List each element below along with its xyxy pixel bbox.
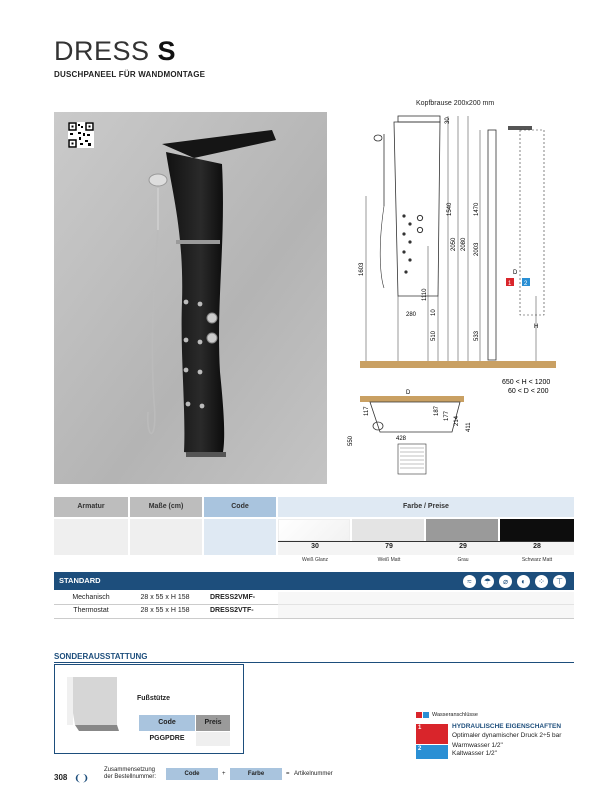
accessory-name: Fußstütze (137, 695, 171, 702)
tap-icon: ⊤ (553, 575, 566, 588)
legend-swatch-cold (423, 712, 429, 718)
product-photo (54, 112, 327, 484)
dim-1110: 1110 (422, 288, 428, 301)
price-grau: 29 (459, 543, 467, 550)
row-code: DRESS2VTF- (210, 607, 254, 614)
col-armatur: Armatur (54, 497, 128, 517)
floor (360, 361, 556, 368)
dim-1470: 1470 (474, 202, 480, 216)
dim-2080: 2080 (461, 237, 467, 251)
swatch-weiss-glanz (278, 519, 350, 541)
col-masse: Maße (cm) (130, 497, 202, 517)
dim-2003: 2003 (474, 242, 480, 256)
legend-warm: Warmwasser 1/2" (452, 742, 503, 749)
label-weiss-glanz: Weiß Glanz (301, 557, 329, 563)
price-weiss-matt: 79 (385, 543, 393, 550)
shower-panel-illustration (54, 112, 327, 484)
accessory-code: PGGPDRE (149, 735, 185, 742)
page-title (54, 36, 176, 67)
qr-code[interactable] (68, 122, 94, 148)
range-d: 60 < D < 200 (508, 388, 549, 395)
brand-logo-icon: ❨❩ (74, 773, 90, 783)
hydro-icon: ≈ (463, 575, 476, 588)
dim-533: 533 (474, 330, 480, 341)
cell-empty (204, 519, 276, 555)
label-grau: Grau (457, 557, 469, 563)
label-schwarz-matt: Schwarz Matt (521, 557, 553, 563)
accessory-card (54, 664, 244, 754)
accessory-price-header: Preis (196, 715, 230, 731)
col-farbe: Farbe / Preise (278, 497, 574, 517)
dim-2050: 2050 (451, 237, 457, 251)
range-h: 650 < H < 1200 (502, 379, 551, 386)
footrest-image (63, 675, 121, 735)
row-masse: 28 x 55 x H 158 (140, 594, 190, 601)
dim-top-D: D (406, 390, 411, 396)
jets-icon: ⁘ (535, 575, 548, 588)
dim-10: 10 (431, 309, 437, 316)
row-code: DRESS2VMF- (210, 594, 256, 601)
dim-D: D (513, 270, 518, 276)
dim-411: 411 (466, 422, 472, 432)
standard-label: STANDARD (59, 576, 101, 585)
badge-1-label: 1 (418, 725, 422, 731)
price-schwarz-matt: 28 (533, 543, 541, 550)
footer-code-chip: Code (166, 768, 218, 780)
col-code: Code (204, 497, 276, 517)
dim-30: 30 (445, 117, 451, 124)
page-number: 308 (54, 773, 68, 782)
footer-equals: = (286, 771, 290, 777)
title-light: DRESS (54, 36, 150, 66)
accessory-price (196, 732, 230, 746)
label-weiss-matt: Weiß Matt (377, 557, 401, 563)
drawing-caption: Kopfbrause 200x200 mm (416, 100, 495, 107)
order-composition-label: Zusammensetzung der Bestellnummer: (104, 767, 157, 780)
dim-1540: 1540 (447, 202, 453, 216)
page-subtitle: DUSCHPANEEL FÜR WANDMONTAGE (54, 70, 206, 79)
accessory-code-header: Code (139, 715, 195, 731)
price-weiss-glanz: 30 (311, 543, 319, 550)
row-armatur: Thermostat (73, 607, 109, 614)
legend-hydraulic-title: HYDRAULISCHE EIGENSCHAFTEN (452, 723, 562, 730)
legend-swatch-hot (416, 712, 422, 718)
legend-pressure: Optimaler dynamischer Druck 2÷5 bar (452, 732, 562, 739)
dim-187: 187 (434, 405, 440, 416)
cell-empty (54, 519, 128, 555)
swatch-schwarz-matt (500, 519, 574, 541)
dim-177: 177 (444, 410, 450, 421)
row-armatur: Mechanisch (72, 594, 110, 601)
dim-550: 550 (348, 435, 354, 446)
swatch-weiss-matt (352, 519, 424, 541)
section-title-options: SONDERAUSSTATTUNG (54, 652, 148, 661)
legend-connections: Wasseranschlüsse (432, 712, 478, 718)
dim-510: 510 (431, 330, 437, 341)
swatch-grau (426, 519, 498, 541)
dim-1603: 1603 (359, 262, 365, 276)
title-bold: S (157, 36, 177, 66)
row-masse: 28 x 55 x H 158 (140, 607, 190, 614)
dim-214: 214 (454, 415, 460, 426)
footer-plus: + (222, 771, 226, 777)
technical-drawing (340, 96, 580, 476)
section-divider (54, 662, 574, 663)
standard-bar (54, 572, 574, 590)
badge-2-label: 2 (418, 746, 422, 752)
dim-428: 428 (396, 436, 407, 442)
dim-280: 280 (406, 312, 417, 318)
marker-1: 1 (508, 281, 512, 287)
footer-farbe-chip: Farbe (230, 768, 282, 780)
hand-shower-icon: ⌀ (499, 575, 512, 588)
thermo-icon: ◐ (517, 575, 530, 588)
marker-2: 2 (524, 281, 528, 287)
footer-artikel: Artikelnummer (294, 771, 333, 777)
dim-117: 117 (364, 406, 370, 416)
cell-empty (130, 519, 202, 555)
hydraulic-badge (416, 724, 448, 744)
dim-H: H (534, 324, 539, 330)
legend-cold: Kaltwasser 1/2" (452, 750, 497, 757)
water-badge (416, 745, 448, 759)
shower-icon: ☂ (481, 575, 494, 588)
